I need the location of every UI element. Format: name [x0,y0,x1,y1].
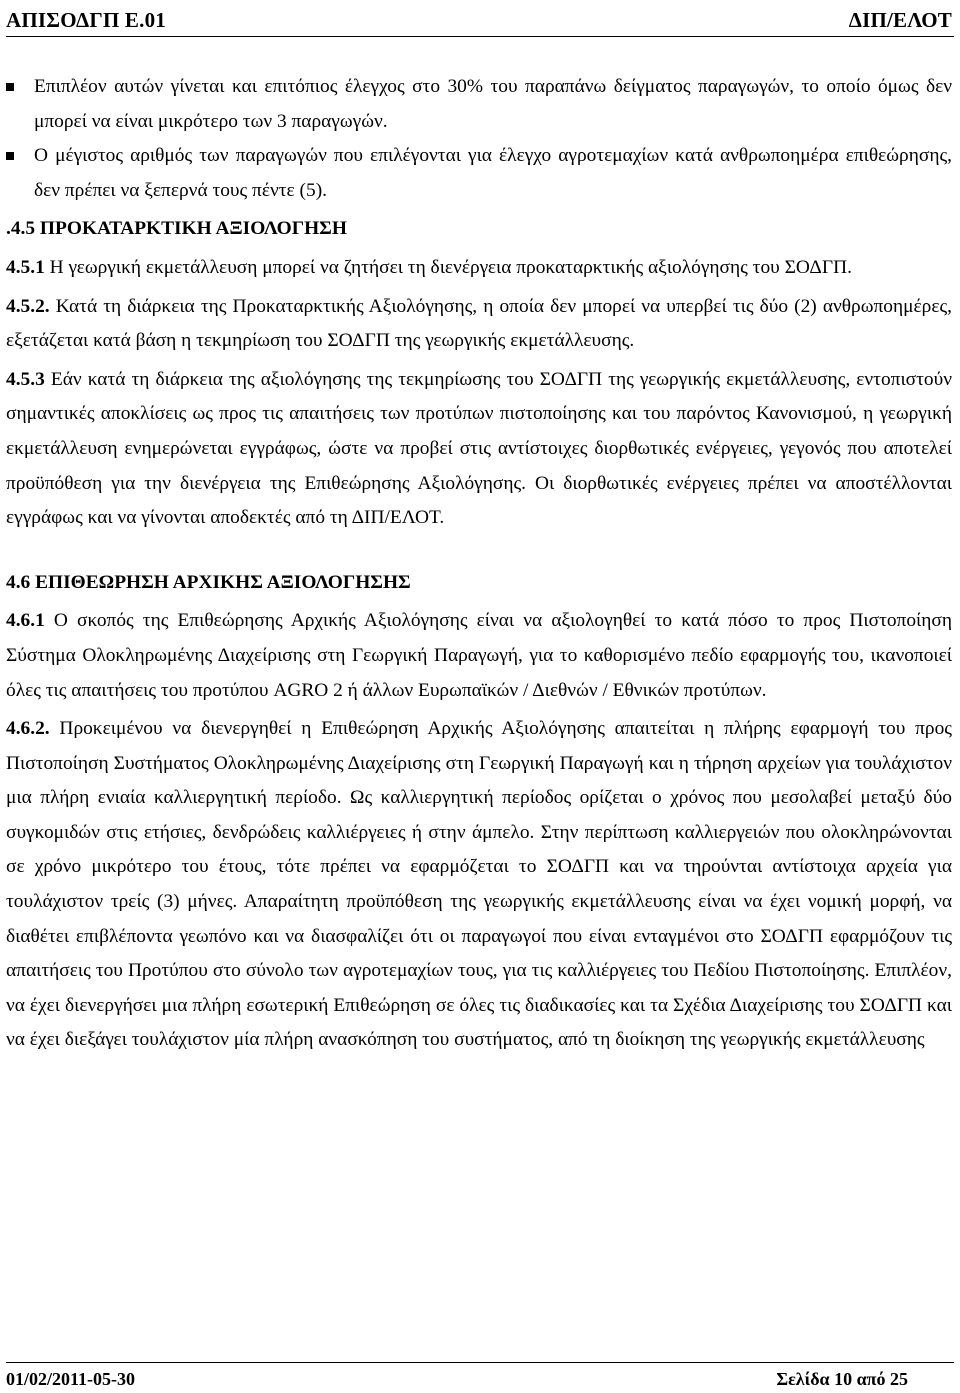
paragraph [6,712,952,1058]
bullet-text: Επιπλέον αυτών γίνεται και επιτόπιος έλεγχος στο 30% του παραπάνω δείγματος παραγωγών, το οποίο όμως δεν μπορεί να είναι μικρότερο των 3 παραγωγών. [34,76,952,132]
paragraph-number: 4.5.1 [6,256,45,278]
header-doc-code: ΑΠΙΣΟΔΓΠ Ε.01 [6,8,166,32]
paragraph [6,363,952,536]
paragraph-text: Η γεωργική εκμετάλλευση μπορεί να ζητήσει τη διενέργεια προκαταρκτικής αξιολόγησης του ΣΟΔΓΠ. [44,256,852,278]
paragraph-number: 4.5.3 [6,368,45,390]
paragraph [6,290,952,359]
page-body [6,70,952,1058]
footer-date: 01/02/2011-05-30 [6,1369,135,1389]
paragraph-number: 4.5.2. [6,295,50,317]
bullet-square-icon [6,83,14,91]
paragraph-number: 4.6.2. [6,718,50,740]
section-heading: 4.6 ΕΠΙΘΕΩΡΗΣΗ ΑΡΧΙΚΗΣ ΑΞΙΟΛΟΓΗΣΗΣ [6,571,411,593]
bullet-square-icon [6,152,14,160]
paragraph-text: Εάν κατά τη διάρκεια της αξιολόγησης της τεκμηρίωσης του ΣΟΔΓΠ της γεωργικής εκμετάλλευσης, εντοπιστούν σημαντικές αποκλίσεις ως προς τις απαιτήσεις των προτύπων πιστοποίησης και του παρόντος Κανονισμού, η γεωργική εκμετάλλευση ενημερώνεται εγγράφως, ώστε να προβεί στις αντίστοιχες διορθωτικές ενέργειες, γεγονός που αποτελεί προϋπόθεση για την διενέργεια της Επιθεώρησης Αξιολόγησης. Οι διορθωτικές ενέργειες πρέπει να αποστέλλονται εγγράφως και να γίνονται αποδεκτές από τη ΔΙΠ/ΕΛΟΤ. [6,368,952,529]
bullet-item [6,70,952,139]
document-page [6,0,954,1393]
paragraph-text: Κατά τη διάρκεια της Προκαταρκτικής Αξιολόγησης, η οποία δεν μπορεί να υπερβεί τις δύο (2) ανθρωποημέρες, εξετάζεται κατά βάση η τεκμηρίωση του ΣΟΔΓΠ της γεωργικής εκμετάλλευσης. [6,295,952,352]
section-heading: .4.5 ΠΡΟΚΑΤΑΡΚΤΙΚΗ ΑΞΙΟΛΟΓΗΣΗ [6,218,347,240]
paragraph-text: Ο σκοπός της Επιθεώρησης Αρχικής Αξιολόγησης είναι να αξιολογηθεί το κατά πόσο το προς Πιστοποίηση Σύστημα Ολοκληρωμένης Διαχείρισης στη Γεωργική Παραγωγή, για το καθορισμένο πεδίο εφαρμογής του, ικανοποιεί όλες τις απαιτήσεις του προτύπου AGRO 2 ή άλλων Ευρωπαϊκών / Διεθνών / Εθνικών προτύπων. [6,610,952,701]
paragraph-text: Προκειμένου να διενεργηθεί η Επιθεώρηση Αρχικής Αξιολόγησης απαιτείται η πλήρης εφαρμογή του προς Πιστοποίηση Συστήματος Ολοκληρωμένης Διαχείρισης στη Γεωργική Παραγωγή και η τήρηση αρχείων για τουλάχιστον μια πλήρη ενιαία καλλιεργητική περίοδο. Ως καλλιεργητική περίοδος ορίζεται ο χρόνος που μεσολαβεί μεταξύ δύο συγκομιδών στις ετήσιες, δενδρώδεις καλλιέργειες ή στην άμπελο. Στην περίπτωση καλλιεργειών που ολοκληρώνονται σε χρόνο μικρότερο του έτους, τότε πρέπει να εφαρμόζεται το ΣΟΔΓΠ και να τηρούνται αντίστοιχα αρχεία για τουλάχιστον τρείς (3) μήνες. Απαραίτητη προϋπόθεση της γεωργικής εκμετάλλευσης είναι να έχει νομική μορφή, να διαθέτει επιβλέποντα γεωπόνο και να διασφαλίζει ότι οι παραγωγοί που είναι ενταγμένοι στο ΣΟΔΓΠ εφαρμόζουν τις απαιτήσεις του Προτύπου στο σύνολο των αγροτεμαχίων τους, για τις καλλιέργειες του Πεδίου Πιστοποίησης. Επιπλέον, να έχει διενεργήσει μια πλήρη εσωτερική Επιθεώρηση σε όλες τις διαδικασίες και τα Σχέδια Διαχείρισης του ΣΟΔΓΠ και να έχει διεξάγει τουλάχιστον μία πλήρη ανασκόπηση του συστήματος, από τη διοίκηση της γεωργικής εκμετάλλευσης [6,718,952,1051]
page-footer [6,1362,954,1389]
page-header [6,6,954,37]
paragraph [6,251,952,286]
bullet-item [6,139,952,208]
footer-page-number: Σελίδα 10 από 25 [776,1369,908,1389]
bullet-text: Ο μέγιστος αριθμός των παραγωγών που επιλέγονται για έλεγχο αγροτεμαχίων κατά ανθρωποημέρα επιθεώρησης, δεν πρέπει να ξεπερνά τους πέντε (5). [34,145,952,201]
header-organization: ΔΙΠ/ΕΛΟΤ [848,8,952,32]
paragraph-number: 4.6.1 [6,610,45,632]
paragraph [6,604,952,708]
